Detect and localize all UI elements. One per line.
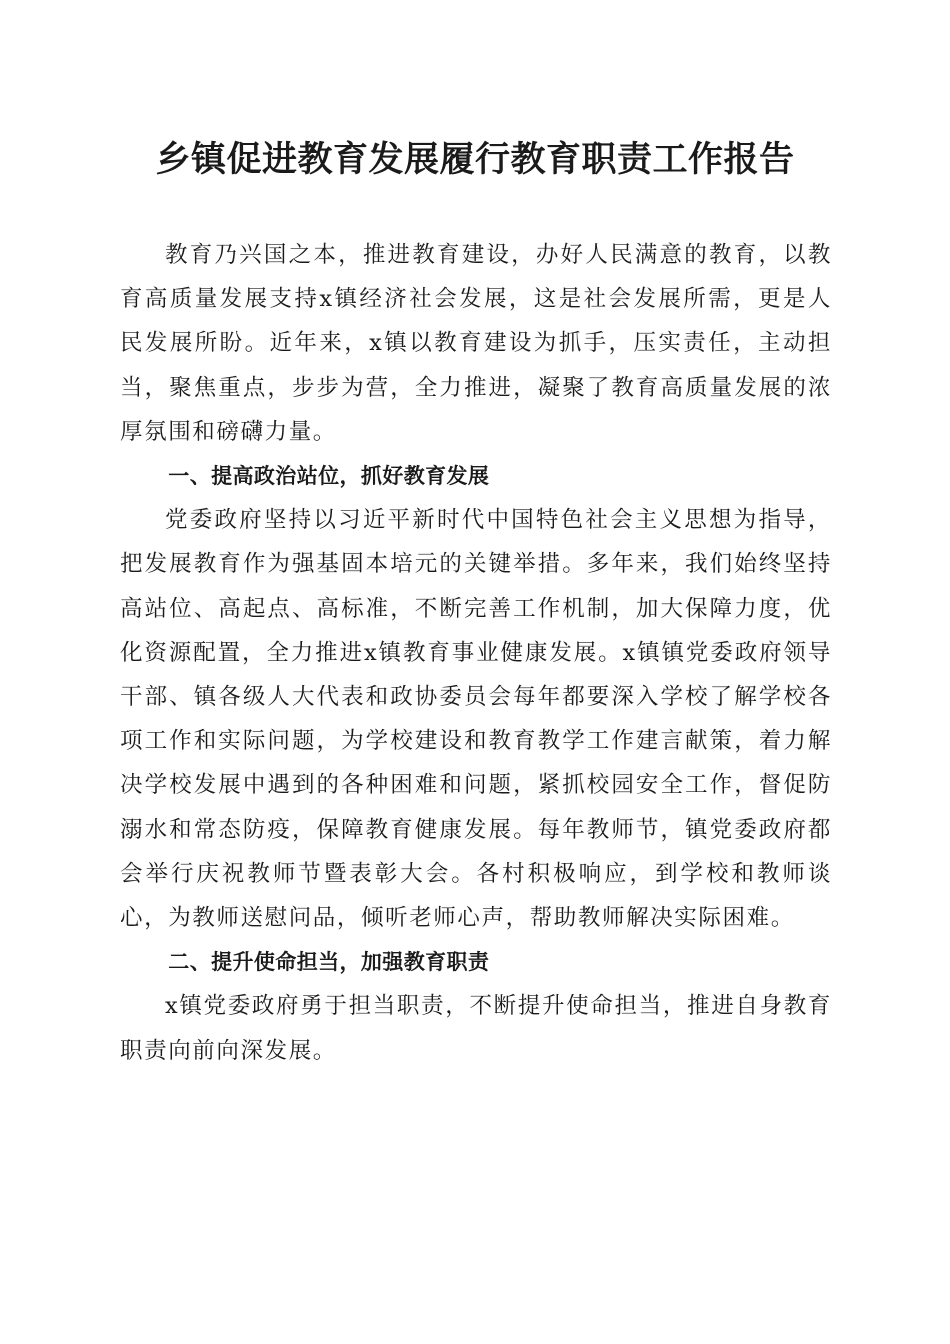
- section-2-heading: 二、提升使命担当，加强教育职责: [168, 950, 490, 975]
- section-1-paragraph: 党委政府坚持以习近平新时代中国特色社会主义思想为指导，把发展教育作为强基固本培元的关键举措。多年来，我们始终坚持高站位、高起点、高标准，不断完善工作机制，加大保障力度，优化资源配置，全力推进x镇教育事业健康发展。x镇镇党委政府领导干部、镇各级人大代表和政协委员会每年都要深入学校了解学校各项工作和实际问题，为学校建设和教育教学工作建言献策，着力解决学校发展中遇到的各种困难和问题，紧抓校园安全工作，督促防溺水和常态防疫，保障教育健康发展。每年教师节，镇党委政府都会举行庆祝教师节暨表彰大会。各村积极响应，到学校和教师谈心，为教师送慰问品，倾听老师心声，帮助教师解决实际困难。: [120, 507, 832, 932]
- section-2-paragraph: x镇党委政府勇于担当职责，不断提升使命担当，推进自身教育职责向前向深发展。: [120, 993, 832, 1064]
- document-body: [120, 233, 832, 1073]
- document-title: 乡镇促进教育发展履行教育职责工作报告: [155, 139, 795, 180]
- intro-paragraph: 教育乃兴国之本，推进教育建设，办好人民满意的教育，以教育高质量发展支持x镇经济社会发展，这是社会发展所需，更是人民发展所盼。近年来，x镇以教育建设为抓手，压实责任，主动担当，聚焦重点，步步为营，全力推进，凝聚了教育高质量发展的浓厚氛围和磅礴力量。: [120, 242, 832, 445]
- section-1-heading: 一、提高政治站位，抓好教育发展: [168, 464, 490, 489]
